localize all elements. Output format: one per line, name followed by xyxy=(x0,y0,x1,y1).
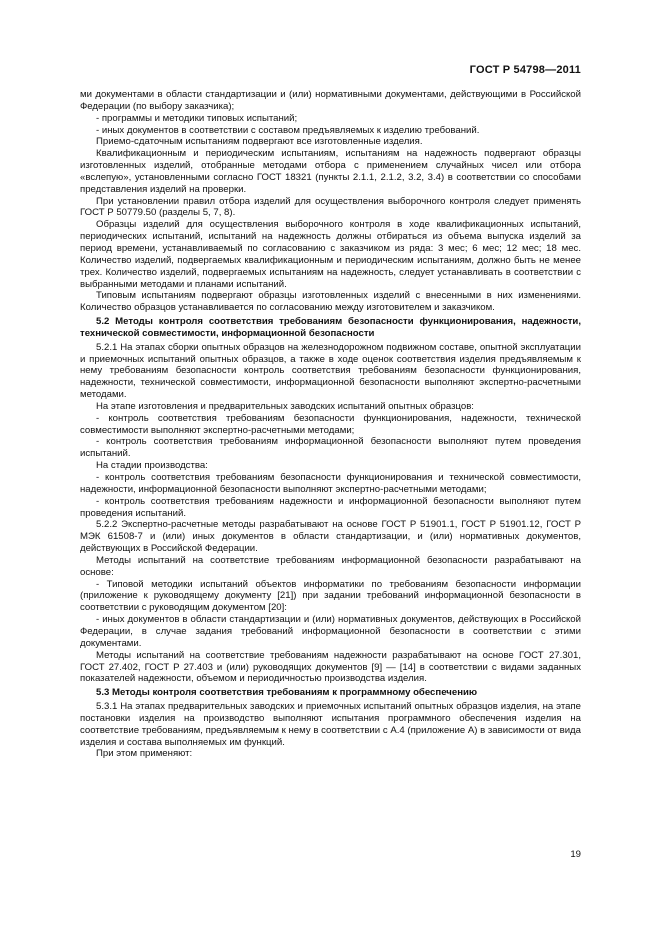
paragraph: 5.3.1 На этапах предварительных заводских и приемочных испытаний опытных образцов изделия, на этапе постановки изделия на производство выполняют испытания программного обеспечения изделия на соответствие требованиям, предъявляемым к нему в соответствии с А.4 (приложение А) в зависимости от вида изделия и состава выполняемых им функций. xyxy=(80,701,581,748)
paragraph: На этапе изготовления и предварительных заводских испытаний опытных образцов: xyxy=(96,400,474,412)
page-number: 19 xyxy=(570,849,581,860)
paragraph: Типовым испытаниям подвергают образцы изготовленных изделий с внесенными в них изменениями. Количество образцов устанавливается по согласованию между изготовителем и заказчиком. xyxy=(80,290,581,314)
paragraph: При этом применяют: xyxy=(96,748,193,760)
paragraph: 5.2.1 На этапах сборки опытных образцов на железнодорожном подвижном составе, опытной эксплуатации и приемочных испытаний опытных образцов, а также в ходе оценок соответствия изделия предъявляемым к нему требованиям безопасности контроль соответствия требованиям безопасности функционирования, надежности, технической совместимости, информационной безопасности выполняют экспертно-расчетными методами. xyxy=(80,341,581,401)
document-code: ГОСТ Р 54798—2011 xyxy=(469,64,581,76)
paragraph: Методы испытаний на соответствие требованиям надежности разрабатывают на основе ГОСТ 27.301, ГОСТ 27.402, ГОСТ Р 27.403 и (или) руководящих документов [9] — [14] в соответствии с видами заданных показателей надежности, объемом и периодичностью производства изделия. xyxy=(80,649,581,685)
paragraph: Образцы изделий для осуществления выборочного контроля в ходе квалификационных испытаний, периодических испытаний, испытаний на надежность должны отбираться из объема выпуска изделий за период времени, устанавливаемый по согласованию с заказчиком из ряда: 3 мес; 6 мес; 12 мес; 18 мес. Количество изделий, подвергаемых квалификационным и периодическим испытаниям, должно быть не менее трех. Количество изделий, подвергаемых испытаниям на надежность, следует устанавливать в соответствии с выбранными методами и планами испытаний. xyxy=(80,219,581,290)
list-item: - иных документов в области стандартизации и (или) нормативных документов, действующих в Российской Федерации, в случае задания требований информационной безопасности в соответствии с этими документами. xyxy=(80,614,581,649)
paragraph: 5.2.2 Экспертно-расчетные методы разрабатывают на основе ГОСТ Р 51901.1, ГОСТ Р 51901.12, ГОСТ Р МЭК 61508-7 и (или) иных документов в области стандартизации, и (или) нормативных документов, действующих в Российской Федерации. xyxy=(80,519,581,555)
document-body xyxy=(80,89,581,760)
paragraph: Методы испытаний на соответствие требованиям информационной безопасности разрабатывают на основе: xyxy=(80,554,581,578)
list-item: - программы и методики типовых испытаний; xyxy=(96,112,298,124)
paragraph: Приемо-сдаточным испытаниям подвергают все изготовленные изделия. xyxy=(96,136,423,148)
list-item: - контроль соответствия требованиям безопасности функционирования, надежности, технической совместимости выполняют экспертно-расчетными методами; xyxy=(80,412,581,436)
list-item: - контроль соответствия требованиям надежности и информационной безопасности выполняют путем проведения испытаний. xyxy=(80,495,581,519)
paragraph: Квалификационным и периодическим испытаниям, испытаниям на надежность подвергают образцы изготовленных изделий, отобранные методами отбора с применением случайных чисел или отбора «вслепую», установленными согласно ГОСТ 18321 (пункты 2.1.1, 2.1.2, 3.2, 3.4) в соответствии со способами представления изделий на проверки. xyxy=(80,148,581,195)
list-item: - иных документов в соответствии с составом предъявляемых к изделию требований. xyxy=(96,124,480,136)
paragraph: На стадии производства: xyxy=(96,460,208,472)
list-item: - Типовой методики испытаний объектов информатики по требованиям безопасности информации (приложение к руководящему документу [21]) при задании требований информационной безопасности в соответствии с руководящим документом [20]: xyxy=(80,578,581,614)
section-heading-5-3: 5.3 Методы контроля соответствия требованиям к программному обеспечению xyxy=(96,687,478,699)
section-heading-5-2: 5.2 Методы контроля соответствия требованиям безопасности функционирования, надежности, технической совместимости, информационной безопасности xyxy=(80,316,581,339)
list-item: - контроль соответствия требованиям информационной безопасности выполняют путем проведения испытаний. xyxy=(80,436,581,460)
paragraph: ми документами в области стандартизации и (или) нормативными документами, действующими в Российской Федерации (по выбору заказчика); xyxy=(80,89,581,112)
list-item: - контроль соответствия требованиям безопасности функционирования и технической совместимости, надежности, информационной безопасности выполняют экспертно-расчетными методами; xyxy=(80,472,581,495)
paragraph: При установлении правил отбора изделий для осуществления выборочного контроля следует применять ГОСТ Р 50779.50 (разделы 5, 7, 8). xyxy=(80,195,581,219)
